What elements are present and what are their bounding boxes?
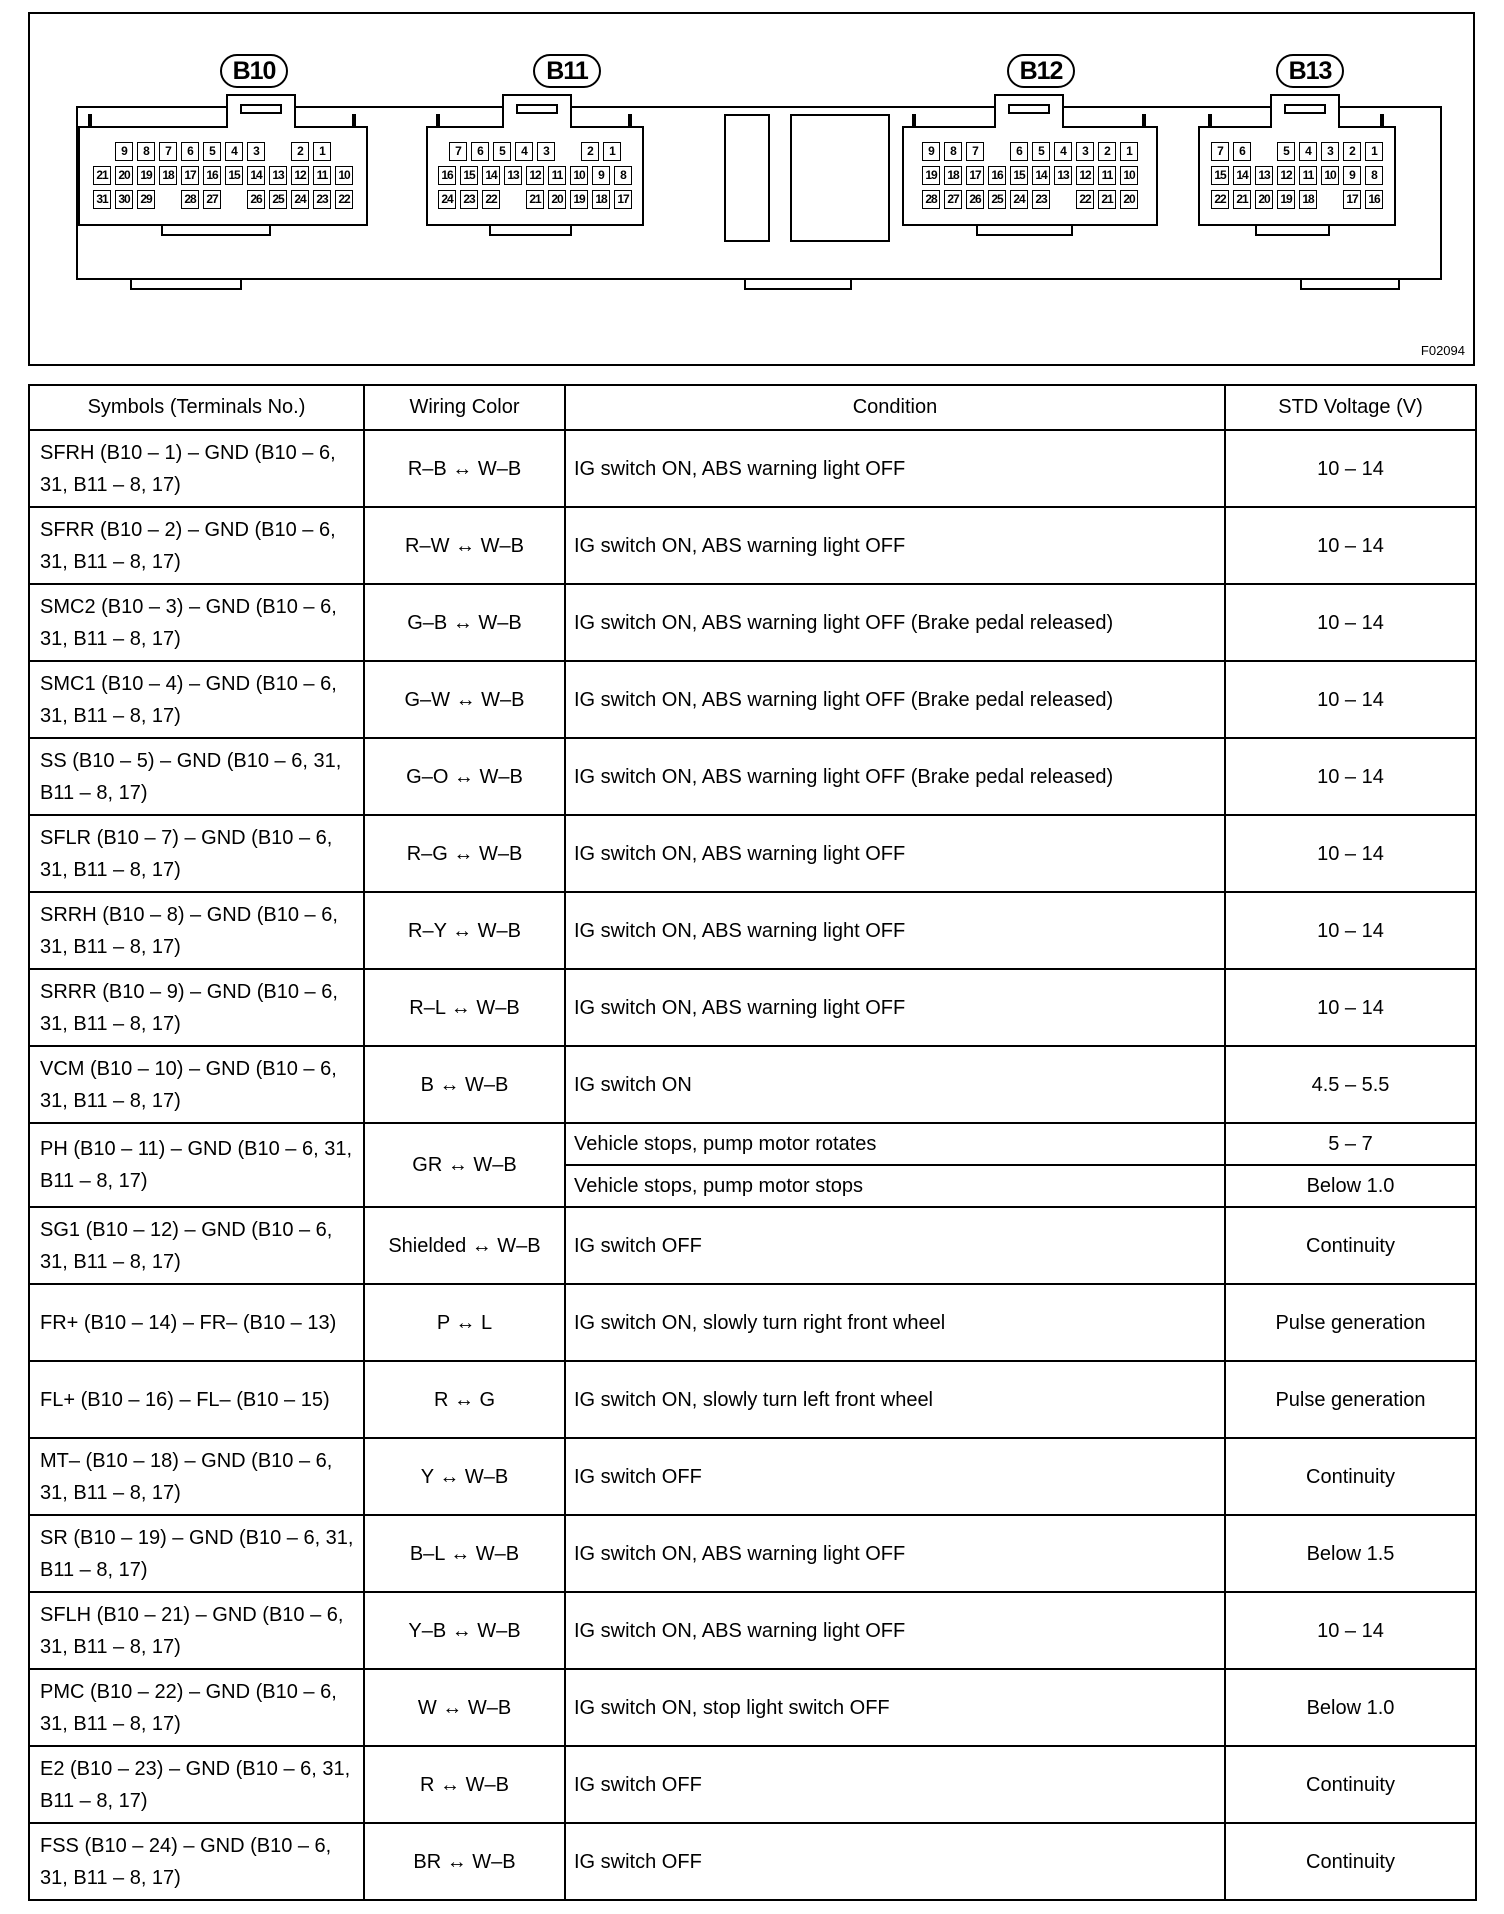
table-row <box>29 892 1476 969</box>
terminal-b11-17: 17 <box>614 190 632 209</box>
terminal-b12-28: 28 <box>922 190 940 209</box>
terminal-b13-11: 11 <box>1299 166 1317 185</box>
terminal-b10-3: 3 <box>247 142 265 161</box>
cell-std-voltage: Below 1.5 <box>1225 1515 1476 1592</box>
terminal-b13-17: 17 <box>1343 190 1361 209</box>
cell-wiring-color: GR ↔ W–B <box>364 1123 565 1207</box>
terminal-b10-4: 4 <box>225 142 243 161</box>
terminal-b11-1: 1 <box>603 142 621 161</box>
cell-wiring-color: R ↔ W–B <box>364 1746 565 1823</box>
terminal-b13-7: 7 <box>1211 142 1229 161</box>
cell-wiring-color: R–G ↔ W–B <box>364 815 565 892</box>
cell-condition: IG switch ON <box>565 1046 1225 1123</box>
cell-condition: IG switch ON, ABS warning light OFF <box>565 1515 1225 1592</box>
terminal-b13-21: 21 <box>1233 190 1251 209</box>
terminal-b13-4: 4 <box>1299 142 1317 161</box>
connector-peg <box>88 114 92 126</box>
cell-symbol: PH (B10 – 11) – GND (B10 – 6, 31, B11 – 8, 17) <box>29 1123 364 1207</box>
cell-std-voltage: Continuity <box>1225 1207 1476 1284</box>
cell-std-voltage: 4.5 – 5.5 <box>1225 1046 1476 1123</box>
terminal-b13-16: 16 <box>1365 190 1383 209</box>
housing-foot <box>744 280 852 290</box>
terminal-b12-6: 6 <box>1010 142 1028 161</box>
cell-condition: IG switch ON, ABS warning light OFF <box>565 969 1225 1046</box>
terminal-b12-14: 14 <box>1032 166 1050 185</box>
terminal-b11-10: 10 <box>570 166 588 185</box>
cell-std-voltage: Continuity <box>1225 1823 1476 1900</box>
cell-condition: IG switch OFF <box>565 1207 1225 1284</box>
connector-label-b10: B10 <box>220 54 288 88</box>
connector-peg <box>628 114 632 126</box>
terminal-b10-31: 31 <box>93 190 111 209</box>
cell-symbol: FR+ (B10 – 14) – FR– (B10 – 13) <box>29 1284 364 1361</box>
connector-latch-window <box>1284 104 1326 114</box>
cell-wiring-color: R–L ↔ W–B <box>364 969 565 1046</box>
cell-std-voltage: 10 – 14 <box>1225 738 1476 815</box>
terminal-b13-10: 10 <box>1321 166 1339 185</box>
terminal-b13-2: 2 <box>1343 142 1361 161</box>
terminal-b10-16: 16 <box>203 166 221 185</box>
terminal-b10-6: 6 <box>181 142 199 161</box>
housing-rib <box>790 114 890 242</box>
table-row <box>29 1361 1476 1438</box>
terminal-b13-8: 8 <box>1365 166 1383 185</box>
terminal-voltage-table <box>28 384 1477 1901</box>
cell-condition: IG switch ON, slowly turn left front wheel <box>565 1361 1225 1438</box>
terminal-b13-13: 13 <box>1255 166 1273 185</box>
table-body <box>29 430 1476 1900</box>
cell-symbol: SG1 (B10 – 12) – GND (B10 – 6, 31, B11 – 8, 17) <box>29 1207 364 1284</box>
cell-symbol: SRRR (B10 – 9) – GND (B10 – 6, 31, B11 – 8, 17) <box>29 969 364 1046</box>
connector-peg <box>912 114 916 126</box>
terminal-b13-12: 12 <box>1277 166 1295 185</box>
cell-symbol: SRRH (B10 – 8) – GND (B10 – 6, 31, B11 – 8, 17) <box>29 892 364 969</box>
cell-symbol: FSS (B10 – 24) – GND (B10 – 6, 31, B11 – 8, 17) <box>29 1823 364 1900</box>
table-row <box>29 1669 1476 1746</box>
header-wiring-color: Wiring Color <box>364 385 565 430</box>
table-row <box>29 584 1476 661</box>
table-row <box>29 661 1476 738</box>
terminal-b13-14: 14 <box>1233 166 1251 185</box>
terminal-b12-5: 5 <box>1032 142 1050 161</box>
cell-condition: IG switch ON, ABS warning light OFF <box>565 430 1225 507</box>
terminal-b12-13: 13 <box>1054 166 1072 185</box>
table-row <box>29 1284 1476 1361</box>
terminal-b12-27: 27 <box>944 190 962 209</box>
cell-condition: IG switch ON, slowly turn right front wheel <box>565 1284 1225 1361</box>
terminal-b11-16: 16 <box>438 166 456 185</box>
cell-condition: IG switch ON, ABS warning light OFF (Brake pedal released) <box>565 738 1225 815</box>
terminal-b11-20: 20 <box>548 190 566 209</box>
terminal-b12-21: 21 <box>1098 190 1116 209</box>
table-row <box>29 507 1476 584</box>
cell-std-voltage: 5 – 7 <box>1225 1123 1476 1165</box>
connector-latch <box>994 94 1064 128</box>
cell-symbol: SMC1 (B10 – 4) – GND (B10 – 6, 31, B11 – 8, 17) <box>29 661 364 738</box>
terminal-b13-19: 19 <box>1277 190 1295 209</box>
connector-peg <box>436 114 440 126</box>
terminal-b11-4: 4 <box>515 142 533 161</box>
terminal-b11-15: 15 <box>460 166 478 185</box>
cell-wiring-color: Shielded ↔ W–B <box>364 1207 565 1284</box>
cell-wiring-color: P ↔ L <box>364 1284 565 1361</box>
terminal-b11-2: 2 <box>581 142 599 161</box>
terminal-b11-13: 13 <box>504 166 522 185</box>
terminal-b10-12: 12 <box>291 166 309 185</box>
cell-condition: IG switch ON, ABS warning light OFF <box>565 892 1225 969</box>
terminal-b10-19: 19 <box>137 166 155 185</box>
table-row <box>29 430 1476 507</box>
cell-wiring-color: Y–B ↔ W–B <box>364 1592 565 1669</box>
terminal-b11-22: 22 <box>482 190 500 209</box>
terminal-b13-15: 15 <box>1211 166 1229 185</box>
table-row <box>29 1046 1476 1123</box>
connector-block-b11 <box>426 126 644 226</box>
connector-latch-window <box>240 104 282 114</box>
connector-foot <box>489 226 572 236</box>
terminal-b11-24: 24 <box>438 190 456 209</box>
cell-symbol: SFLH (B10 – 21) – GND (B10 – 6, 31, B11 – 8, 17) <box>29 1592 364 1669</box>
terminal-b11-14: 14 <box>482 166 500 185</box>
connector-latch-window <box>516 104 558 114</box>
cell-condition: IG switch ON, stop light switch OFF <box>565 1669 1225 1746</box>
cell-symbol: VCM (B10 – 10) – GND (B10 – 6, 31, B11 – 8, 17) <box>29 1046 364 1123</box>
table-header-row <box>29 385 1476 430</box>
cell-wiring-color: R ↔ G <box>364 1361 565 1438</box>
connector-label-b12: B12 <box>1007 54 1075 88</box>
cell-std-voltage: 10 – 14 <box>1225 969 1476 1046</box>
terminal-b10-27: 27 <box>203 190 221 209</box>
terminal-b12-10: 10 <box>1120 166 1138 185</box>
cell-condition: IG switch OFF <box>565 1438 1225 1515</box>
connector-foot <box>161 226 271 236</box>
terminal-b11-3: 3 <box>537 142 555 161</box>
cell-std-voltage: Continuity <box>1225 1438 1476 1515</box>
terminal-b11-21: 21 <box>526 190 544 209</box>
cell-condition: IG switch OFF <box>565 1823 1225 1900</box>
cell-condition: IG switch ON, ABS warning light OFF <box>565 507 1225 584</box>
cell-std-voltage: Below 1.0 <box>1225 1669 1476 1746</box>
terminal-b10-22: 22 <box>335 190 353 209</box>
housing-rib <box>724 114 770 242</box>
terminal-b12-20: 20 <box>1120 190 1138 209</box>
connector-peg <box>352 114 356 126</box>
terminal-b12-1: 1 <box>1120 142 1138 161</box>
terminal-b10-25: 25 <box>269 190 287 209</box>
connector-block-b12 <box>902 126 1158 226</box>
terminal-b13-1: 1 <box>1365 142 1383 161</box>
cell-symbol: SMC2 (B10 – 3) – GND (B10 – 6, 31, B11 – 8, 17) <box>29 584 364 661</box>
connector-foot <box>1255 226 1330 236</box>
cell-symbol: SR (B10 – 19) – GND (B10 – 6, 31, B11 – 8, 17) <box>29 1515 364 1592</box>
cell-std-voltage: 10 – 14 <box>1225 430 1476 507</box>
terminal-b11-6: 6 <box>471 142 489 161</box>
terminal-b12-24: 24 <box>1010 190 1028 209</box>
cell-symbol: PMC (B10 – 22) – GND (B10 – 6, 31, B11 – 8, 17) <box>29 1669 364 1746</box>
table-row <box>29 1823 1476 1900</box>
terminal-b10-18: 18 <box>159 166 177 185</box>
cell-std-voltage: Pulse generation <box>1225 1361 1476 1438</box>
terminal-b11-8: 8 <box>614 166 632 185</box>
header-std-voltage: STD Voltage (V) <box>1225 385 1476 430</box>
terminal-b12-17: 17 <box>966 166 984 185</box>
table-row <box>29 1515 1476 1592</box>
cell-std-voltage: 10 – 14 <box>1225 892 1476 969</box>
terminal-b10-7: 7 <box>159 142 177 161</box>
terminal-b12-25: 25 <box>988 190 1006 209</box>
connector-block-b13 <box>1198 126 1396 226</box>
connector-label-b11: B11 <box>533 54 601 88</box>
terminal-b10-5: 5 <box>203 142 221 161</box>
terminal-b10-13: 13 <box>269 166 287 185</box>
housing-foot <box>130 280 242 290</box>
terminal-b12-12: 12 <box>1076 166 1094 185</box>
terminal-b12-7: 7 <box>966 142 984 161</box>
cell-condition: IG switch ON, ABS warning light OFF (Brake pedal released) <box>565 661 1225 738</box>
cell-condition: IG switch ON, ABS warning light OFF <box>565 1592 1225 1669</box>
connector-latch <box>1270 94 1340 128</box>
cell-symbol: MT– (B10 – 18) – GND (B10 – 6, 31, B11 – 8, 17) <box>29 1438 364 1515</box>
cell-std-voltage: 10 – 14 <box>1225 815 1476 892</box>
cell-condition: Vehicle stops, pump motor stops <box>565 1165 1225 1207</box>
terminal-b10-2: 2 <box>291 142 309 161</box>
cell-std-voltage: 10 – 14 <box>1225 661 1476 738</box>
connector-peg <box>1208 114 1212 126</box>
terminal-b10-30: 30 <box>115 190 133 209</box>
terminal-b10-17: 17 <box>181 166 199 185</box>
cell-wiring-color: B ↔ W–B <box>364 1046 565 1123</box>
connector-latch <box>502 94 572 128</box>
housing-foot <box>1300 280 1400 290</box>
terminal-b10-21: 21 <box>93 166 111 185</box>
terminal-b10-23: 23 <box>313 190 331 209</box>
cell-condition: IG switch ON, ABS warning light OFF (Brake pedal released) <box>565 584 1225 661</box>
terminal-b12-2: 2 <box>1098 142 1116 161</box>
cell-wiring-color: W ↔ W–B <box>364 1669 565 1746</box>
cell-std-voltage: Continuity <box>1225 1746 1476 1823</box>
table-row <box>29 1123 1476 1165</box>
cell-symbol: SS (B10 – 5) – GND (B10 – 6, 31, B11 – 8, 17) <box>29 738 364 815</box>
terminal-b11-7: 7 <box>449 142 467 161</box>
cell-wiring-color: G–O ↔ W–B <box>364 738 565 815</box>
terminal-b12-18: 18 <box>944 166 962 185</box>
terminal-b12-3: 3 <box>1076 142 1094 161</box>
table-row <box>29 815 1476 892</box>
terminal-b12-9: 9 <box>922 142 940 161</box>
terminal-b12-23: 23 <box>1032 190 1050 209</box>
terminal-b10-24: 24 <box>291 190 309 209</box>
terminal-b12-16: 16 <box>988 166 1006 185</box>
cell-wiring-color: R–B ↔ W–B <box>364 430 565 507</box>
cell-std-voltage: 10 – 14 <box>1225 584 1476 661</box>
cell-symbol: SFLR (B10 – 7) – GND (B10 – 6, 31, B11 – 8, 17) <box>29 815 364 892</box>
cell-std-voltage: 10 – 14 <box>1225 1592 1476 1669</box>
connector-foot <box>976 226 1073 236</box>
header-symbols: Symbols (Terminals No.) <box>29 385 364 430</box>
cell-wiring-color: R–Y ↔ W–B <box>364 892 565 969</box>
connector-diagram <box>28 12 1475 366</box>
table-row <box>29 1207 1476 1284</box>
cell-wiring-color: G–W ↔ W–B <box>364 661 565 738</box>
table-row <box>29 738 1476 815</box>
terminal-b12-4: 4 <box>1054 142 1072 161</box>
connector-peg <box>1380 114 1384 126</box>
cell-condition: IG switch OFF <box>565 1746 1225 1823</box>
cell-std-voltage: 10 – 14 <box>1225 507 1476 584</box>
terminal-b10-14: 14 <box>247 166 265 185</box>
cell-condition: IG switch ON, ABS warning light OFF <box>565 815 1225 892</box>
terminal-b11-18: 18 <box>592 190 610 209</box>
cell-std-voltage: Pulse generation <box>1225 1284 1476 1361</box>
terminal-b13-20: 20 <box>1255 190 1273 209</box>
cell-wiring-color: B–L ↔ W–B <box>364 1515 565 1592</box>
terminal-b10-8: 8 <box>137 142 155 161</box>
terminal-b10-1: 1 <box>313 142 331 161</box>
table-row <box>29 1592 1476 1669</box>
terminal-b10-20: 20 <box>115 166 133 185</box>
cell-symbol: SFRH (B10 – 1) – GND (B10 – 6, 31, B11 – 8, 17) <box>29 430 364 507</box>
cell-symbol: SFRR (B10 – 2) – GND (B10 – 6, 31, B11 – 8, 17) <box>29 507 364 584</box>
terminal-b10-11: 11 <box>313 166 331 185</box>
cell-wiring-color: R–W ↔ W–B <box>364 507 565 584</box>
terminal-b10-15: 15 <box>225 166 243 185</box>
table-row <box>29 969 1476 1046</box>
cell-symbol: FL+ (B10 – 16) – FL– (B10 – 15) <box>29 1361 364 1438</box>
terminal-b10-10: 10 <box>335 166 353 185</box>
terminal-b10-9: 9 <box>115 142 133 161</box>
table-row <box>29 1438 1476 1515</box>
terminal-b12-8: 8 <box>944 142 962 161</box>
terminal-b11-19: 19 <box>570 190 588 209</box>
header-condition: Condition <box>565 385 1225 430</box>
terminal-b11-23: 23 <box>460 190 478 209</box>
terminal-b13-3: 3 <box>1321 142 1339 161</box>
figure-code: F02094 <box>1420 343 1465 358</box>
cell-std-voltage: Below 1.0 <box>1225 1165 1476 1207</box>
terminal-b13-18: 18 <box>1299 190 1317 209</box>
connector-block-b10 <box>78 126 368 226</box>
terminal-b11-9: 9 <box>592 166 610 185</box>
terminal-b11-11: 11 <box>548 166 566 185</box>
terminal-b13-22: 22 <box>1211 190 1229 209</box>
cell-wiring-color: Y ↔ W–B <box>364 1438 565 1515</box>
terminal-b13-5: 5 <box>1277 142 1295 161</box>
terminal-b12-15: 15 <box>1010 166 1028 185</box>
cell-wiring-color: G–B ↔ W–B <box>364 584 565 661</box>
terminal-b11-12: 12 <box>526 166 544 185</box>
cell-symbol: E2 (B10 – 23) – GND (B10 – 6, 31, B11 – 8, 17) <box>29 1746 364 1823</box>
table-row <box>29 1746 1476 1823</box>
terminal-b10-29: 29 <box>137 190 155 209</box>
cell-condition: Vehicle stops, pump motor rotates <box>565 1123 1225 1165</box>
connector-label-b13: B13 <box>1276 54 1344 88</box>
connector-peg <box>1142 114 1146 126</box>
terminal-b10-26: 26 <box>247 190 265 209</box>
terminal-b12-19: 19 <box>922 166 940 185</box>
connector-latch <box>226 94 296 128</box>
connector-latch-window <box>1008 104 1050 114</box>
terminal-b13-6: 6 <box>1233 142 1251 161</box>
terminal-b11-5: 5 <box>493 142 511 161</box>
terminal-b12-22: 22 <box>1076 190 1094 209</box>
terminal-b12-26: 26 <box>966 190 984 209</box>
terminal-b10-28: 28 <box>181 190 199 209</box>
terminal-b12-11: 11 <box>1098 166 1116 185</box>
terminal-b13-9: 9 <box>1343 166 1361 185</box>
cell-wiring-color: BR ↔ W–B <box>364 1823 565 1900</box>
